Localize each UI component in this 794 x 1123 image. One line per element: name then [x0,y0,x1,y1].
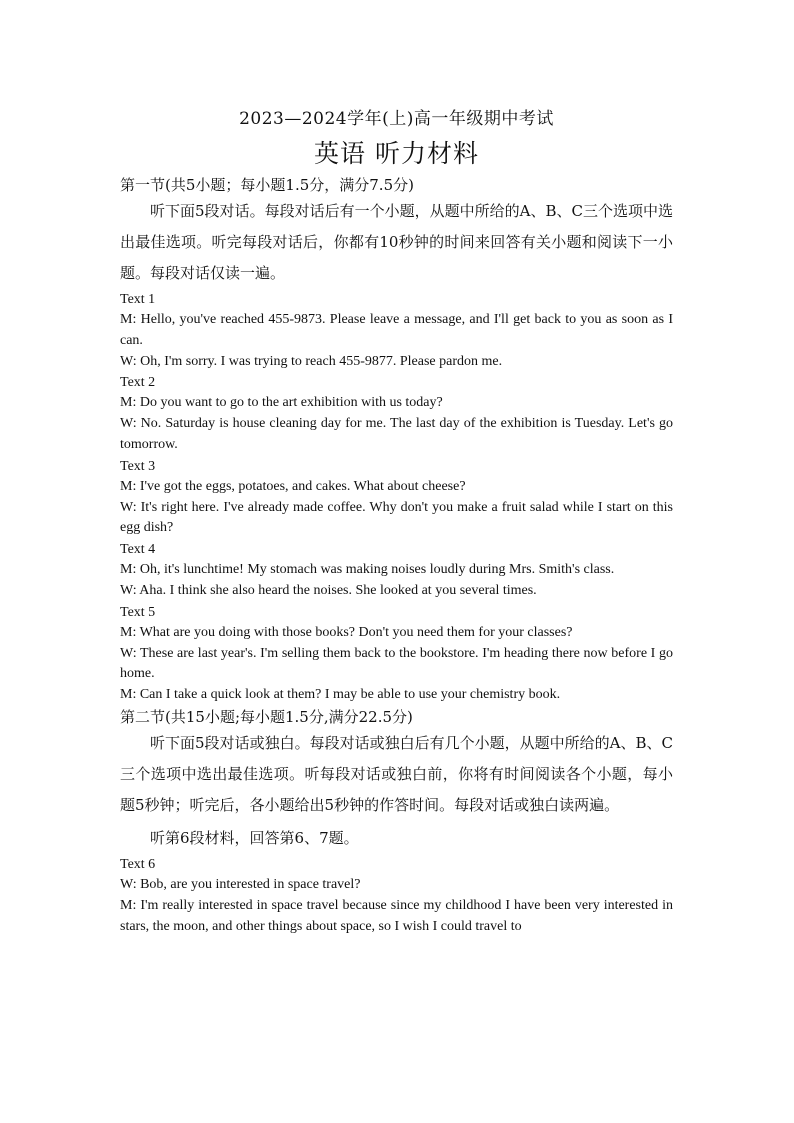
dialogue-line: W: Oh, I'm sorry. I was trying to reach 455-9877. Please pardon me. [120,353,503,369]
dialogue-line: M: Oh, it's lunchtime! My stomach was making noises loudly during Mrs. Smith's class. [120,562,615,578]
dialogue-line: M: Can I take a quick look at them? I may be able to use your chemistry book. [120,687,561,703]
dialogue-line: M: Do you want to go to the art exhibition with us today? [120,395,443,411]
text-3 [120,456,673,539]
text-label: Text 5 [120,604,156,620]
exam-title: 2023—2024学年(上)高一年级期中考试 [239,109,554,129]
section-2-heading: 第二节(共15小题;每小题1.5分,满分22.5分) [120,707,413,726]
dialogue-line: W: No. Saturday is house cleaning day for me. The last day of the exhibition is Tuesday. Let's go tomorrow. [120,416,673,452]
dialogue-line: M: I've got the eggs, potatoes, and cakes. What about cheese? [120,478,466,494]
subject-title: 英语 听力材料 [314,139,479,168]
text-1 [120,289,673,372]
text-6 [120,854,673,937]
text-2 [120,372,673,455]
dialogue-line: M: Hello, you've reached 455-9873. Please leave a message, and I'll get back to you as soon as I can. [120,312,673,348]
dialogue-line: W: Bob, are you interested in space travel? [120,876,361,892]
section-1-instruction: 听下面5段对话。每段对话后有一个小题，从题中所给的A、B、C三个选项中选出最佳选项。听完每段对话后，你都有10秒钟的时间来回答有关小题和阅读下一小题。每段对话仅读一遍。 [120,202,673,282]
text-label: Text 2 [120,375,156,391]
text-5 [120,602,673,706]
section-1-heading: 第一节(共5小题；每小题1.5分，满分7.5分) [120,176,414,194]
text-label: Text 3 [120,458,156,474]
dialogue-line: M: What are you doing with those books? Don't you need them for your classes? [120,624,573,640]
section-2-sub-instruction: 听第6段材料，回答第6、7题。 [150,828,359,847]
dialogue-line: W: Aha. I think she also heard the noises. She looked at you several times. [120,582,537,598]
text-label: Text 4 [120,542,156,558]
text-label: Text 1 [120,292,156,307]
dialogue-line: W: It's right here. I've already made coffee. Why don't you make a fruit salad while I start on this egg dish? [120,499,673,536]
dialogue-line: M: I'm really interested in space travel because since my childhood I have been very interested in stars, the moon, and other things about space, so I wish I could travel to [120,897,673,934]
section-2-instruction: 听下面5段对话或独白。每段对话或独白后有几个小题，从题中所给的A、B、C三个选项中选出最佳选项。听每段对话或独白前，你将有时间阅读各个小题，每小题5秒钟；听完后，各小题给出5秒钟的作答时间。每段对话或独白读两遍。 [120,733,673,814]
document-page [120,104,673,937]
text-label: Text 6 [120,856,156,872]
dialogue-line: W: These are last year's. I'm selling them back to the bookstore. I'm heading there now before I go home. [120,645,673,682]
text-4 [120,539,673,602]
